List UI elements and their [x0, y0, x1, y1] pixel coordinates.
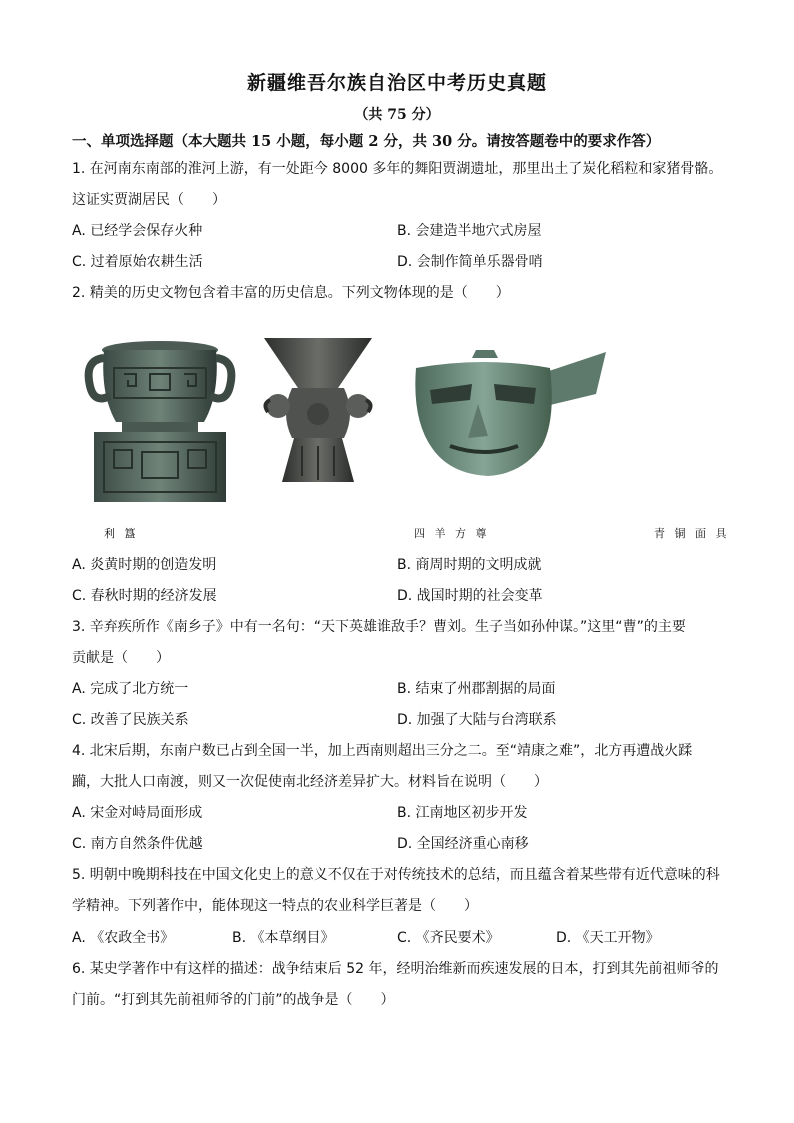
q4-option-a: A. 宋金对峙局面形成: [72, 805, 203, 821]
q1-stem-line1: 1. 在河南东南部的淮河上游，有一处距今 8000 多年的舞阳贾湖遗址，那里出土了炭化稻粒和家猪骨骼。: [72, 161, 723, 177]
q2-option-b: B. 商周时期的文明成就: [397, 557, 542, 573]
q3-option-a: A. 完成了北方统一: [72, 681, 189, 697]
q4-stem-line2: 躏，大批人口南渡，则又一次促使南北经济差异扩大。材料旨在说明（ ）: [72, 774, 548, 790]
caption-bronze-mask: 青 铜 面 具: [654, 527, 730, 540]
q2-option-c: C. 春秋时期的经济发展: [72, 588, 217, 604]
q3-stem-line1: 3. 辛弃疾所作《南乡子》中有一名句：“天下英雄谁敌手？曹刘。生子当如孙仲谋。”这里“曹”的主要: [72, 619, 686, 635]
page-subtitle: （共 75 分）: [354, 107, 440, 123]
q2-stem-line1: 2. 精美的历史文物包含着丰富的历史信息。下列文物体现的是（ ）: [72, 285, 510, 301]
q1-option-b: B. 会建造半地穴式房屋: [397, 223, 542, 239]
page-title: 新疆维吾尔族自治区中考历史真题: [246, 72, 547, 94]
section-heading: 一、单项选择题（本大题共 15 小题，每小题 2 分，共 30 分。请按答题卷中的要求作答）: [72, 133, 661, 150]
q6-stem-line1: 6. 某史学著作中有这样的描述：战争结束后 52 年，经明治维新而疾速发展的日本，打到其先前祖师爷的: [72, 961, 719, 977]
q1-option-c: C. 过着原始农耕生活: [72, 254, 203, 270]
q2-option-a: A. 炎黄时期的创造发明: [72, 557, 217, 573]
q5-option-c: C. 《齐民要术》: [397, 930, 500, 946]
q3-stem-line2: 贡献是（ ）: [72, 650, 170, 666]
q4-stem-line1: 4. 北宋后期，东南户数已占到全国一半，加上西南则超出三分之二。至“靖康之难”，北方再遭战火蹂: [72, 743, 693, 759]
q5-stem-line1: 5. 明朝中晚期科技在中国文化史上的意义不仅在于对传统技术的总结，而且蕴含着某些带有近代意味的科: [72, 867, 720, 883]
q1-option-a: A. 已经学会保存火种: [72, 223, 203, 239]
caption-four-ram-zun: 四 羊 方 尊: [414, 527, 490, 540]
q5-option-a: A. 《农政全书》: [72, 930, 175, 946]
q2-option-d: D. 战国时期的社会变革: [397, 588, 543, 604]
q1-stem-line2: 这证实贾湖居民（ ）: [72, 192, 226, 208]
caption-li-gui: 利 簋: [104, 527, 139, 540]
four-ram-zun-image: [258, 334, 378, 484]
q1-option-d: D. 会制作简单乐器骨哨: [397, 254, 543, 270]
q4-option-b: B. 江南地区初步开发: [397, 805, 528, 821]
li-gui-image: [80, 334, 240, 504]
q3-option-b: B. 结束了州郡割据的局面: [397, 681, 556, 697]
q3-option-d: D. 加强了大陆与台湾联系: [397, 712, 557, 728]
q5-option-d: D. 《天工开物》: [556, 930, 660, 946]
q4-option-d: D. 全国经济重心南移: [397, 836, 529, 852]
bronze-mask-image: [410, 350, 610, 480]
q5-stem-line2: 学精神。下列著作中，能体现这一特点的农业科学巨著是（ ）: [72, 898, 478, 914]
q3-option-c: C. 改善了民族关系: [72, 712, 189, 728]
q5-option-b: B. 《本草纲目》: [232, 930, 335, 946]
q4-option-c: C. 南方自然条件优越: [72, 836, 203, 852]
q6-stem-line2: 门前。“打到其先前祖师爷的门前”的战争是（ ）: [72, 992, 395, 1008]
